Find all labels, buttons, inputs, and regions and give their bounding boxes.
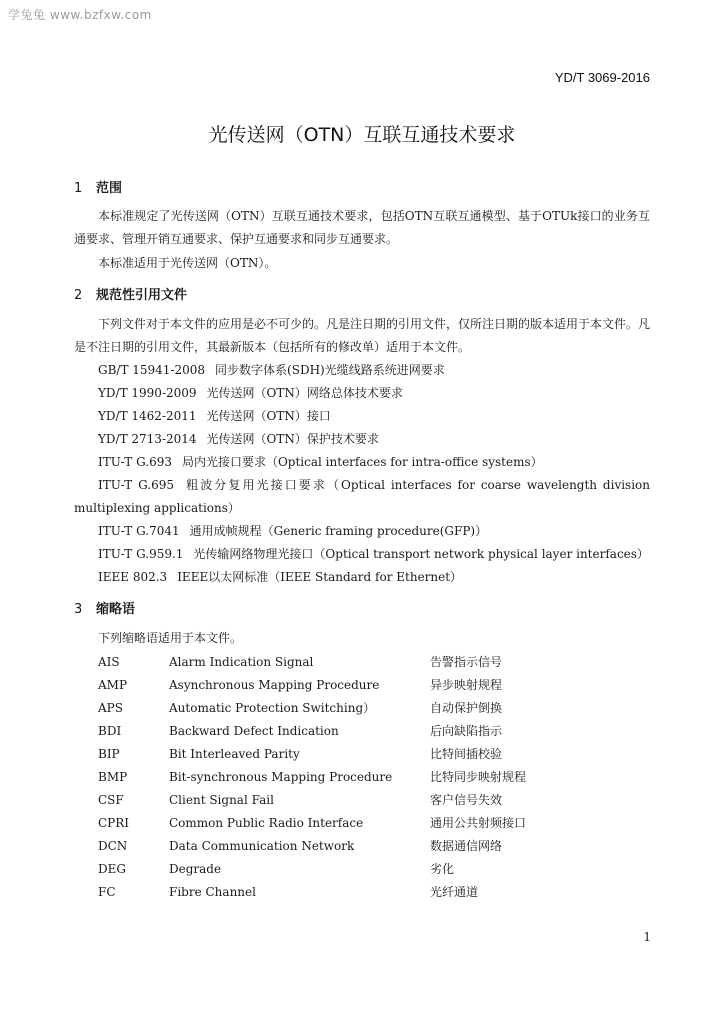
abbreviation-chinese: 光纤通道 — [430, 885, 479, 899]
abbreviations-intro: 下列缩略语适用于本文件。 — [98, 631, 243, 645]
abbreviation-chinese: 劣化 — [430, 862, 455, 876]
reference-title: 光传送网（OTN）保护技术要求 — [206, 432, 379, 446]
reference-title: 粗波分复用光接口要求（Optical interfaces for coarse wavelength division multiplexing applications） — [74, 478, 651, 515]
section-title: 范围 — [96, 181, 123, 196]
reference-item — [98, 405, 650, 428]
reference-item — [98, 451, 650, 474]
reference-item — [74, 474, 650, 520]
standard-number: YD/T 3069-2016 — [554, 70, 650, 85]
abbreviation: DCN — [98, 839, 128, 853]
scope-paragraph: 本标准规定了光传送网（OTN）互联互通技术要求，包括OTN互联互通模型、基于OTUk接口的业务互通要求、管理开销互通要求、保护互通要求和同步互通要求。 — [74, 209, 650, 246]
abbreviation-chinese: 比特同步映射规程 — [430, 770, 527, 784]
abbreviation-chinese: 告警指示信号 — [430, 655, 503, 669]
abbreviation-chinese: 异步映射规程 — [430, 678, 503, 692]
abbreviation-english: Alarm Indication Signal — [169, 655, 314, 669]
abbreviation-row — [98, 835, 658, 858]
abbreviation-row — [98, 789, 658, 812]
section-title: 缩略语 — [96, 602, 136, 617]
abbreviation: CSF — [98, 793, 124, 807]
abbreviation-row — [98, 766, 658, 789]
reference-code: ITU-T G.695 — [98, 478, 175, 492]
document-title: 光传送网（OTN）互联互通技术要求 — [208, 124, 516, 146]
reference-code: YD/T 2713-2014 — [98, 432, 197, 446]
abbreviation: AMP — [98, 678, 128, 692]
abbreviation-english: Client Signal Fail — [169, 793, 274, 807]
reference-title: 通用成帧规程（Generic framing procedure(GFP)） — [189, 524, 488, 538]
abbreviation-chinese: 后向缺陷指示 — [430, 724, 503, 738]
abbreviation-english: Bit Interleaved Parity — [169, 747, 300, 761]
abbreviation-row — [98, 743, 658, 766]
abbreviation: FC — [98, 885, 116, 899]
abbreviation-english: Data Communication Network — [169, 839, 355, 853]
abbreviation: BIP — [98, 747, 120, 761]
section-number: 3 — [74, 602, 83, 617]
reference-title: 光传输网络物理光接口（Optical transport network physical layer interfaces） — [193, 547, 649, 561]
abbreviation: BDI — [98, 724, 122, 738]
abbreviation-english: Common Public Radio Interface — [169, 816, 364, 830]
reference-title: IEEE以太网标准（IEEE Standard for Ethernet） — [177, 570, 463, 584]
reference-title: 光传送网（OTN）接口 — [206, 409, 331, 423]
abbreviation-english: Backward Defect Indication — [169, 724, 339, 738]
abbreviation-chinese: 数据通信网络 — [430, 839, 503, 853]
abbreviation-chinese: 自动保护倒换 — [430, 701, 503, 715]
reference-title: 同步数字体系(SDH)光缆线路系统进网要求 — [215, 363, 445, 377]
reference-item — [98, 543, 650, 566]
reference-code: YD/T 1990-2009 — [98, 386, 197, 400]
abbreviation-chinese: 通用公共射频接口 — [430, 816, 527, 830]
reference-title: 光传送网（OTN）网络总体技术要求 — [206, 386, 403, 400]
abbreviation: AIS — [98, 655, 120, 669]
reference-item — [98, 382, 650, 405]
abbreviation-chinese: 比特间插校验 — [430, 747, 503, 761]
abbreviation-row — [98, 674, 658, 697]
reference-code: GB/T 15941-2008 — [98, 363, 206, 377]
abbreviation-row — [98, 651, 658, 674]
abbreviation-chinese: 客户信号失效 — [430, 793, 503, 807]
section-heading-abbreviations — [74, 598, 135, 617]
abbreviation-row — [98, 881, 658, 904]
reference-code: ITU-T G.959.1 — [98, 547, 184, 561]
abbreviation-english: Degrade — [169, 862, 222, 876]
abbreviation: DEG — [98, 862, 126, 876]
scope-applicability: 本标准适用于光传送网（OTN）。 — [98, 256, 277, 270]
reference-code: ITU-T G.693 — [98, 455, 172, 469]
reference-code: YD/T 1462-2011 — [98, 409, 197, 423]
abbreviation-row — [98, 697, 658, 720]
abbreviation-english: Bit-synchronous Mapping Procedure — [169, 770, 393, 784]
page-number: 1 — [643, 930, 651, 944]
section-number: 2 — [74, 288, 83, 303]
abbreviation: APS — [98, 701, 123, 715]
reference-item — [98, 566, 650, 589]
reference-item — [98, 359, 650, 382]
reference-item — [98, 520, 650, 543]
abbreviation-english: Asynchronous Mapping Procedure — [169, 678, 380, 692]
reference-title: 局内光接口要求（Optical interfaces for intra-office systems） — [181, 455, 543, 469]
abbreviation: CPRI — [98, 816, 130, 830]
abbreviation-english: Fibre Channel — [169, 885, 256, 899]
section-heading-references — [74, 284, 187, 303]
reference-code: IEEE 802.3 — [98, 570, 168, 584]
abbreviation-row — [98, 858, 658, 881]
abbreviation-english: Automatic Protection Switching） — [169, 701, 376, 715]
watermark: 学兔兔 www.bzfxw.com — [8, 8, 152, 22]
section-number: 1 — [74, 181, 83, 196]
references-intro: 下列文件对于本文件的应用是必不可少的。凡是注日期的引用文件，仅所注日期的版本适用于本文件。凡是不注日期的引用文件，其最新版本（包括所有的修改单）适用于本文件。 — [74, 317, 651, 354]
abbreviation-row — [98, 812, 658, 835]
reference-item — [98, 428, 650, 451]
reference-code: ITU-T G.7041 — [98, 524, 180, 538]
abbreviation: BMP — [98, 770, 128, 784]
section-heading-scope — [74, 177, 122, 196]
section-title: 规范性引用文件 — [96, 288, 188, 303]
abbreviation-row — [98, 720, 658, 743]
